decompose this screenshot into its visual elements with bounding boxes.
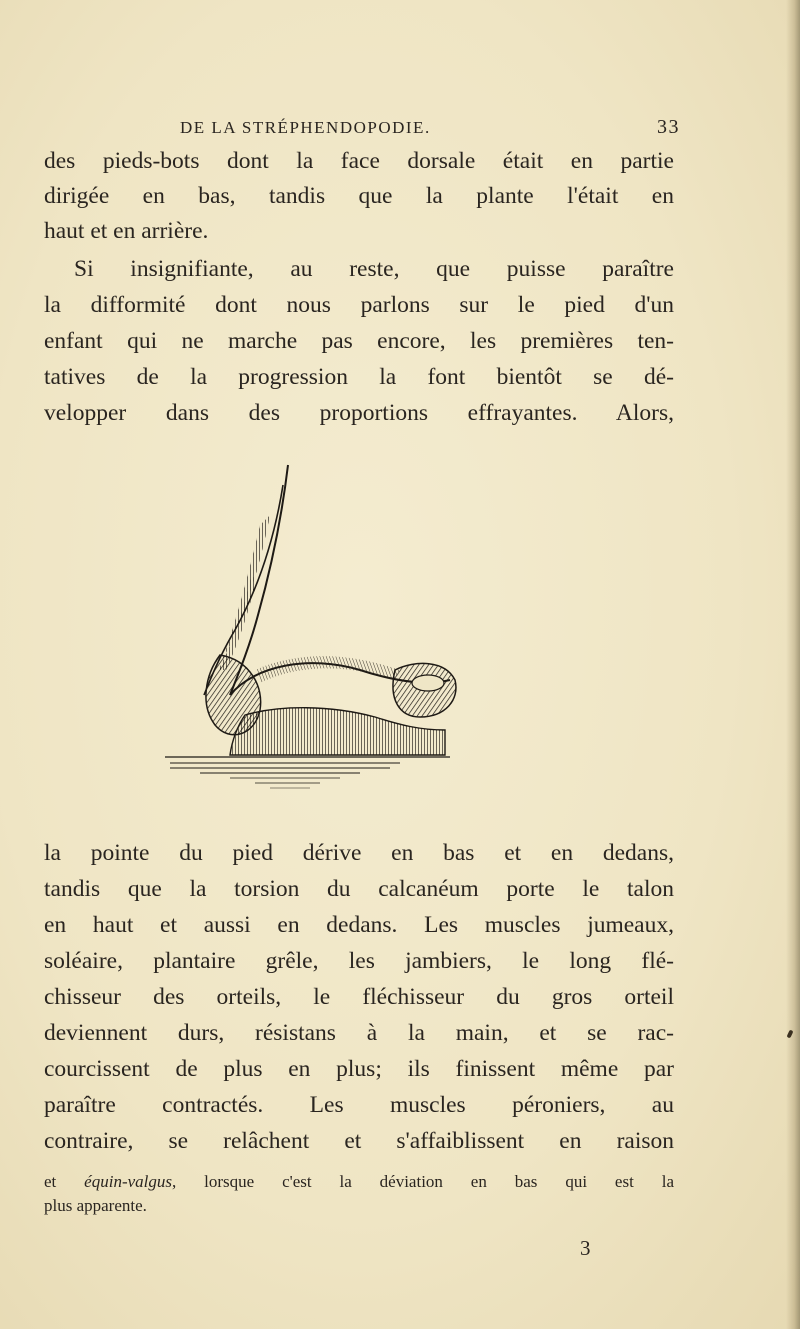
text-line: dirigée en bas, tandis que la plante l'était en [44, 183, 674, 209]
signature-mark: 3 [580, 1236, 591, 1260]
text-line: des pieds-bots dont la face dorsale était en partie [44, 148, 674, 174]
text-line: enfant qui ne marche pas encore, les premières ten- [44, 328, 674, 354]
text-line: paraître contractés. Les muscles péroniers, au [44, 1092, 674, 1118]
text-line: haut et en arrière. [44, 218, 209, 244]
text-line: la difformité dont nous parlons sur le pied d'un [44, 292, 674, 318]
text-line: velopper dans des proportions effrayantes. Alors, [44, 400, 674, 426]
footnote-prefix: et [44, 1172, 85, 1191]
page-edge-shadow [786, 0, 800, 1329]
running-title: DE LA STRÉPHENDOPODIE. [180, 118, 431, 137]
foot-illustration [160, 455, 480, 825]
text-line: contraire, se relâchent et s'affaiblissent en raison [44, 1128, 674, 1154]
text-line: la pointe du pied dérive en bas et en dedans, [44, 840, 674, 866]
text-line: Si insignifiante, au reste, que puisse paraître [74, 256, 674, 282]
footnote-rest: , lorsque c'est la déviation en bas qui est la [172, 1172, 674, 1191]
text-line: chisseur des orteils, le fléchisseur du gros orteil [44, 984, 674, 1010]
text-line: en haut et aussi en dedans. Les muscles jumeaux, [44, 912, 674, 938]
page-number: 33 [657, 116, 680, 138]
deformed-foot-icon [160, 455, 480, 825]
text-line: deviennent durs, résistans à la main, et se rac- [44, 1020, 674, 1046]
text-line: tandis que la torsion du calcanéum porte le talon [44, 876, 674, 902]
footnote-term: équin-valgus [84, 1172, 172, 1191]
running-header [180, 118, 680, 144]
footnote-line: plus apparente. [44, 1196, 147, 1215]
text-line: courcissent de plus en plus; ils finissent même par [44, 1056, 674, 1082]
text-line: soléaire, plantaire grêle, les jambiers, le long flé- [44, 948, 674, 974]
text-line: tatives de la progression la font bientôt se dé- [44, 364, 674, 390]
footnote-line [44, 1172, 674, 1192]
